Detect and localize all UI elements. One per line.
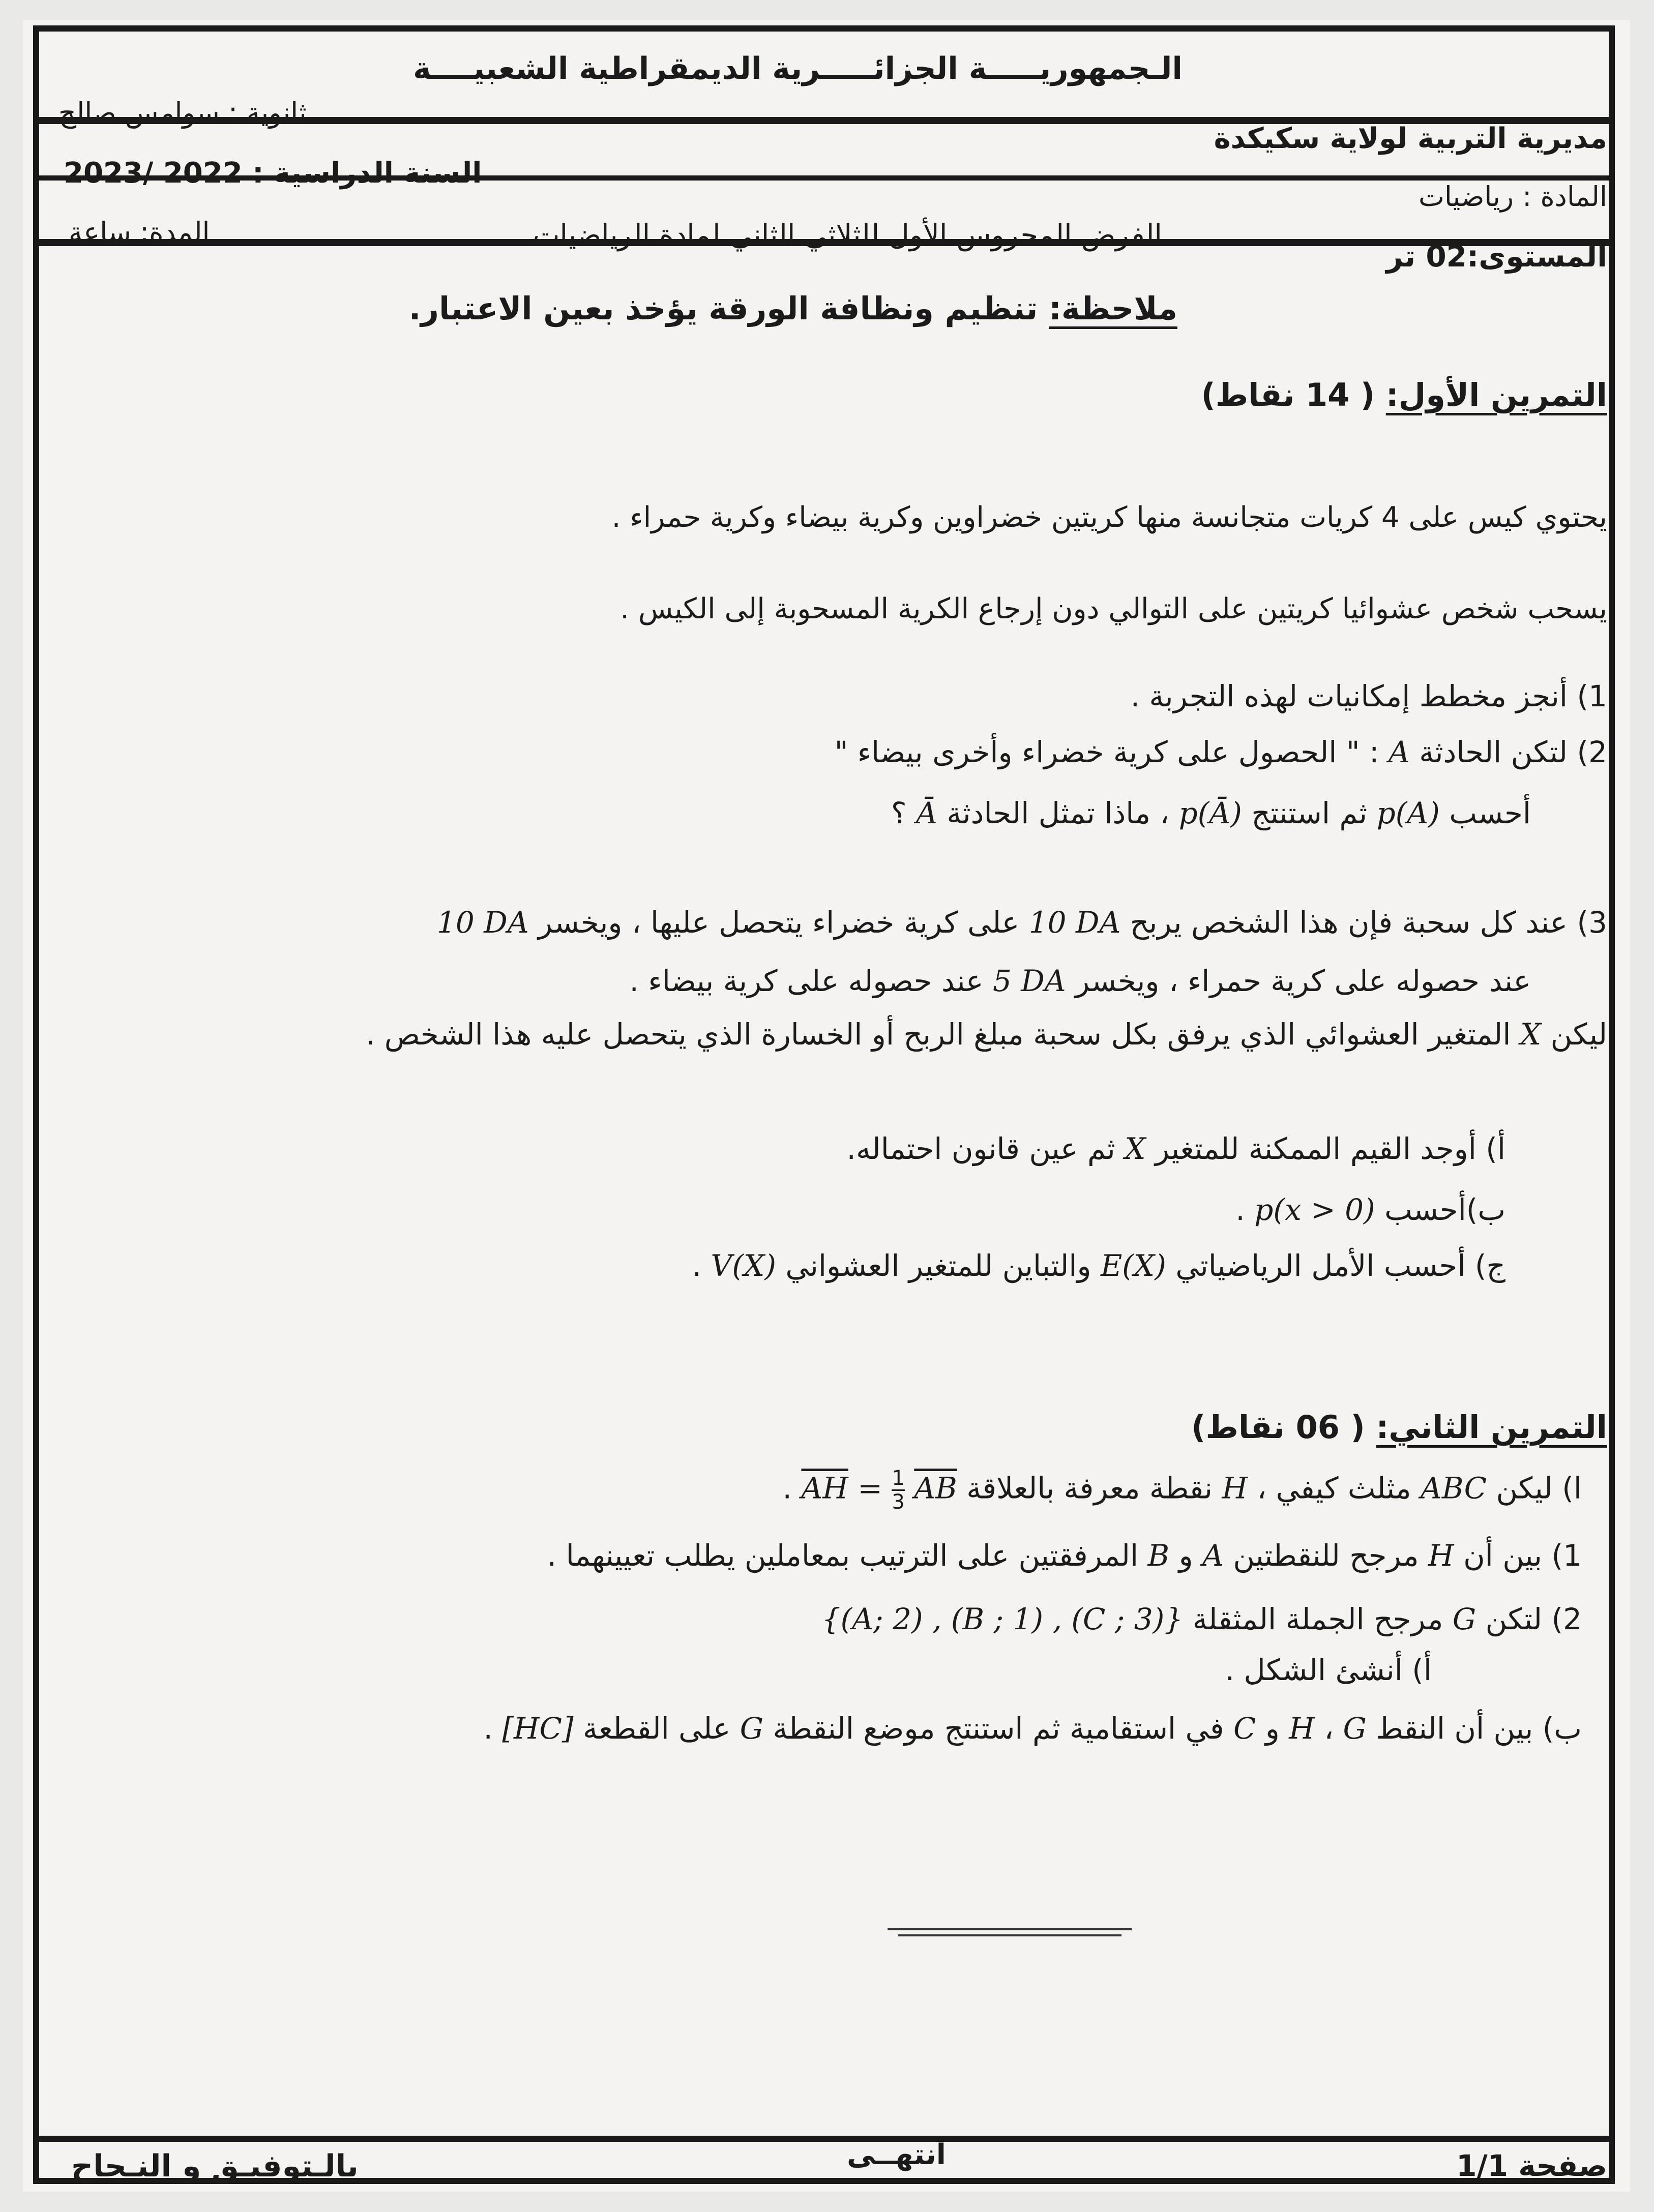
point-G: G (1452, 1602, 1476, 1636)
ex2-qb-text-2: ، (1324, 1711, 1334, 1746)
ex2-q2-text-2: مرجح الجملة المثقلة (1192, 1602, 1443, 1636)
fraction-one-third (892, 1467, 904, 1513)
q3-text-1b: على كرية خضراء يتحصل عليها ، ويخسر (538, 905, 1020, 940)
exercise-1-title: التمرين الأول: (1385, 376, 1607, 413)
fraction-denominator: 3 (892, 1490, 905, 1514)
q2-text-b: : " الحصول على كرية خضراء وأخرى بيضاء " (834, 735, 1379, 769)
ex1-question-3-line-2 (630, 964, 1531, 998)
point-B: B (1147, 1538, 1170, 1573)
end-label: انتهــى (847, 2138, 946, 2171)
ex2-qb-text-6: . (483, 1711, 493, 1746)
republic-name: الـجمهوريـــــة الجزائـــــرية الديمقراطية الشعبيــــة (413, 51, 1183, 86)
qc-text-1: ج) أحسب الأمل الرياضياتي (1175, 1248, 1505, 1283)
vector-AB: $\overline{AB}$ (914, 1471, 957, 1506)
q3-text-1a: 3) عند كل سحبة فإن هذا الشخص يربح (1130, 905, 1607, 940)
point-G-b: G (1343, 1711, 1367, 1746)
ex1-question-3-line-1 (437, 905, 1607, 940)
event-A-bar: Ā (916, 796, 937, 830)
amount-5da: 5 DA (992, 964, 1066, 998)
ex1-intro-line-2: يسحب شخص عشوائيا كريتين على التوالي دون إرجاع الكرية المسحوبة إلى الكيس . (620, 592, 1607, 625)
exercise-2-points: ( 06 نقاط) (1191, 1409, 1365, 1446)
exercise-2-heading (1191, 1409, 1607, 1446)
ex1-intro-line-1: يحتوي كيس على 4 كريات متجانسة منها كريتين خضراوين وكرية بيضاء وكرية حمراء . (611, 501, 1607, 534)
point-H-b: H (1289, 1711, 1315, 1746)
ex2-qb-text-1: ب) بين أن النقط (1376, 1711, 1582, 1746)
q2c-text-3: ، ماذا تمثل الحادثة (947, 796, 1170, 830)
ex2-intro (783, 1467, 1582, 1513)
q3-text-3b: المتغير العشوائي الذي يرفق بكل سحبة مبلغ الربح أو الخسارة الذي يتحصل عليه هذا الشخص . (365, 1017, 1511, 1052)
variable-X-a: X (1125, 1131, 1146, 1166)
footer-separator (33, 2136, 1615, 2142)
point-C: C (1233, 1711, 1256, 1746)
ex2-question-2 (822, 1602, 1582, 1636)
ex2-intro-text-2: مثلث كيفي ، (1257, 1471, 1411, 1506)
ex2-part-b (483, 1711, 1582, 1746)
equals-sign: = (858, 1471, 882, 1506)
ex1-question-3-line-3 (366, 1017, 1607, 1052)
point-H-q1: H (1428, 1538, 1454, 1573)
ex2-q1-text-4: المرفقتين على الترتيب بمعاملين يطلب تعيينهما . (547, 1538, 1139, 1573)
ex2-intro-text-3: نقطة معرفة بالعلاقة (966, 1471, 1213, 1506)
event-A: A (1388, 735, 1410, 769)
qb-text-1: ب)أحسب (1384, 1192, 1505, 1227)
ex2-qb-text-4: في استقامية ثم استنتج موضع النقطة (773, 1711, 1224, 1746)
school-name: ثانوية : سوامس صالح (58, 97, 307, 129)
qa-text-1: أ) أوجد القيم الممكنة للمتغير (1155, 1131, 1505, 1166)
exam-title: الفرض المحروس الأول للثلاثي الثاني لمادة الرياضيات (533, 219, 1162, 252)
p-x-positive: p(x > 0) (1254, 1192, 1375, 1227)
ex2-intro-text-1: ا) ليكن (1496, 1471, 1582, 1506)
q3-text-3a: ليكن (1550, 1017, 1607, 1052)
expectation-E: E(X) (1100, 1248, 1166, 1283)
qc-text-2: والتباين للمتغير العشواني (785, 1248, 1091, 1283)
exercise-1-points: ( 14 نقاط) (1201, 376, 1375, 413)
triangle-ABC: ABC (1421, 1471, 1487, 1506)
exercise-1-heading (1201, 376, 1607, 413)
level: المستوى:02 تر (1386, 239, 1607, 274)
ex2-q1-text-1: 1) بين أن (1463, 1538, 1582, 1573)
end-rule-1 (888, 1928, 1132, 1930)
ex1-part-c (692, 1248, 1505, 1283)
ex1-part-a (847, 1131, 1505, 1166)
subject: المادة : رياضيات (1419, 181, 1607, 213)
vector-AH: $\overline{AH}$ (801, 1471, 848, 1506)
p-A-bar: p(Ā) (1178, 796, 1242, 830)
good-luck-wish: بالـتوفيـق و النـجاح (71, 2148, 359, 2184)
page-border (33, 25, 1615, 2184)
q2c-text-2: ثم استنتج (1251, 796, 1368, 830)
exam-sheet (23, 20, 1630, 2192)
ex2-question-1 (547, 1538, 1582, 1573)
page-number: صفحة 1/1 (1456, 2148, 1607, 2183)
amount-10da-loss: 10 DA (436, 905, 529, 940)
weighted-system: {(A; 2) , (B ; 1) , (C ; 3)} (821, 1602, 1184, 1636)
vector-relation (801, 1467, 957, 1513)
q2c-text-1: أحسب (1449, 796, 1531, 830)
duration: المدة: ساعة (69, 216, 210, 248)
note-text: تنظيم ونظافة الورقة يؤخذ بعين الاعتبار. (408, 290, 1049, 327)
note-label: ملاحظة: (1049, 290, 1177, 327)
point-H: H (1222, 1471, 1248, 1506)
end-rule-2 (898, 1934, 1121, 1936)
qa-text-2: ثم عين قانون احتماله. (846, 1131, 1115, 1166)
exercise-2-title: التمرين الثاني: (1376, 1409, 1607, 1446)
q3-text-2b: عند حصوله على كرية بيضاء . (629, 964, 984, 998)
q3-text-2a: عند حصوله على كرية حمراء ، ويخسر (1075, 964, 1531, 998)
q2-text-a: 2) لتكن الحادثة (1419, 735, 1607, 769)
ex1-part-b (1235, 1192, 1505, 1227)
ex2-part-a: أ) أنشئ الشكل . (1225, 1653, 1432, 1687)
fraction-numerator: 1 (892, 1467, 905, 1490)
point-G-b2: G (740, 1711, 764, 1746)
qb-text-2: . (1235, 1192, 1245, 1227)
p-A: p(A) (1376, 796, 1440, 830)
ex2-q2-text-1: 2) لتكن (1485, 1602, 1582, 1636)
variable-X: X (1520, 1017, 1542, 1052)
ex2-qb-text-5: على القطعة (582, 1711, 731, 1746)
ex1-question-2-compute (891, 796, 1531, 830)
point-A: A (1202, 1538, 1224, 1573)
ex2-qb-text-3: و (1265, 1711, 1280, 1746)
directorate: مديرية التربية لولاية سكيكدة (1214, 122, 1607, 155)
variance-V: V(X) (711, 1248, 776, 1283)
segment-HC: [HC] (502, 1711, 574, 1746)
ex2-q1-text-2: مرجح للنقطتين (1233, 1538, 1419, 1573)
school-year: السنة الدراسية : 2022 /2023 (64, 157, 482, 190)
ex1-question-2 (835, 735, 1607, 769)
ex2-q1-text-3: و (1178, 1538, 1193, 1573)
amount-10da: 10 DA (1028, 905, 1121, 940)
ex2-intro-text-4: . (782, 1471, 792, 1506)
q2c-text-4: ؟ (891, 796, 907, 830)
note (409, 290, 1177, 327)
ex1-question-1: 1) أنجز مخطط إمكانيات لهذه التجربة . (1130, 679, 1607, 713)
qc-text-3: . (692, 1248, 702, 1283)
